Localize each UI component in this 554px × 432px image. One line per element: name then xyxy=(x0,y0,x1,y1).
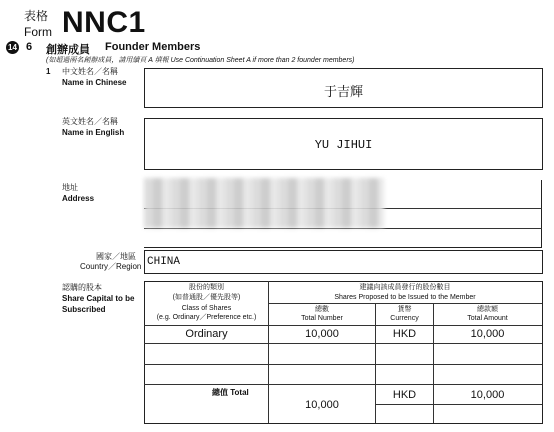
chinese-name-value: 于吉輝 xyxy=(323,84,363,99)
row-currency: HKD xyxy=(392,328,417,340)
form-label-zh: 表格 xyxy=(24,9,49,23)
total-label: 總值 Total xyxy=(212,388,249,397)
section-title-en: Founder Members xyxy=(105,41,201,53)
share-capital-label-en-2: Subscribed xyxy=(62,305,106,314)
section-number-badge: 14 xyxy=(6,41,19,54)
row-number: 10,000 xyxy=(305,328,339,340)
share-table-hline xyxy=(144,384,542,385)
section-title-zh: 創辦成員 xyxy=(46,44,90,56)
total-number: 10,000 xyxy=(305,399,339,411)
number-header-en: Total Number xyxy=(301,315,343,322)
class-header-zh2: (如普通股／優先股等) xyxy=(172,294,241,301)
english-name-value: YU JIHUI xyxy=(314,138,373,152)
share-table-hline xyxy=(144,364,542,365)
share-table-hline xyxy=(269,303,542,304)
country-field[interactable] xyxy=(144,250,543,274)
form-code: NNC1 xyxy=(62,6,146,39)
form-label-en: Form xyxy=(24,25,52,39)
english-name-label-en: Name in English xyxy=(62,128,125,137)
share-table-hline xyxy=(144,325,542,326)
share-capital-label-en-1: Share Capital to be xyxy=(62,294,135,303)
total-currency: HKD xyxy=(392,389,417,401)
currency-header-zh: 貨幣 xyxy=(397,306,412,313)
redacted-address-blur xyxy=(144,178,384,228)
chinese-name-label-zh: 中文姓名／名稱 xyxy=(62,67,118,76)
chinese-name-field[interactable] xyxy=(144,68,543,108)
english-name-field[interactable] xyxy=(144,118,543,170)
total-amount: 10,000 xyxy=(470,389,505,401)
continuation-note: (如超過兩名創辦成員，請用續頁 A 填報 Use Continuation Sheet A if more than 2 founder members) xyxy=(46,57,355,64)
proposed-header-en: Shares Proposed to be Issued to the Member xyxy=(334,294,476,301)
class-header-en: Class of Shares xyxy=(181,305,232,312)
chinese-name-label-en: Name in Chinese xyxy=(62,78,127,87)
country-value: CHINA xyxy=(147,256,181,268)
class-header-en2: (e.g. Ordinary／Preference etc.) xyxy=(156,314,257,321)
address-label-en: Address xyxy=(62,194,95,203)
item-number: 1 xyxy=(46,67,51,76)
class-header-zh: 股份的類別 xyxy=(189,284,224,291)
country-label-en: Country／Region xyxy=(80,262,142,271)
share-table-hline xyxy=(144,343,542,344)
amount-header-en: Total Amount xyxy=(467,315,508,322)
amount-header-zh: 總款額 xyxy=(477,306,498,313)
section-number: 6 xyxy=(26,41,33,53)
proposed-header-zh: 建議向該成員發行的股份數目 xyxy=(359,284,451,291)
share-capital-label-zh: 認購的股本 xyxy=(62,283,102,292)
share-table-hline xyxy=(375,404,542,405)
address-label-zh: 地址 xyxy=(62,183,78,192)
address-line-divider xyxy=(144,228,542,229)
row-amount: 10,000 xyxy=(470,328,505,340)
english-name-label-zh: 英文姓名／名稱 xyxy=(62,117,118,126)
country-label-zh: 國家／地區 xyxy=(96,252,136,261)
row-class: Ordinary xyxy=(185,328,228,340)
number-header-zh: 總數 xyxy=(315,306,329,313)
currency-header-en: Currency xyxy=(390,315,419,322)
